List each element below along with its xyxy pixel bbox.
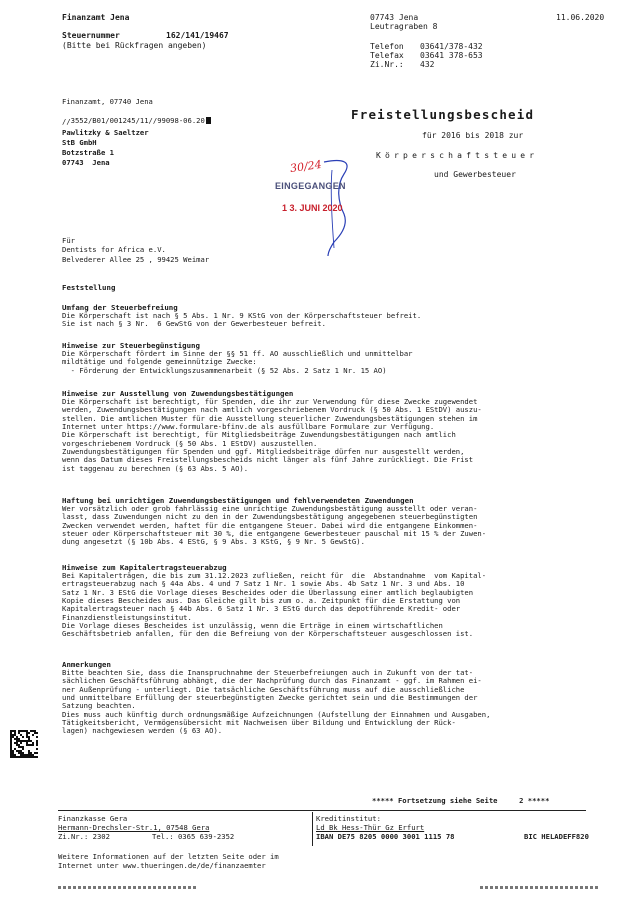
datamatrix-module (36, 748, 38, 750)
datamatrix-module (22, 730, 24, 732)
continuation-note: ***** Fortsetzung siehe Seite 2 ***** (372, 796, 550, 805)
section-line: Satz 1 Nr. 3 EStG die Vorlage dieses Bescheides oder die Überlassung einer amtlich beglaubigten (62, 587, 474, 597)
section-line: ertragsteuerabzug nach § 44a Abs. 4 und 7 Satz 1 Nr. 1 sowie Abs. 4b Satz 1 Nr. 3 und Abs. 10 (62, 579, 465, 589)
section-line: wenn das Datum dieses Freistellungsbescheids nicht länger als fünf Jahre zurückliegt. Die Frist (62, 455, 474, 465)
received-stamp-text: EINGEGANGEN (275, 181, 346, 191)
datamatrix-module (32, 744, 34, 746)
datamatrix-module (34, 756, 36, 758)
section-line: Wer vorsätzlich oder grob fahrlässig eine unrichtige Zuwendungsbestätigung ausstellt oder veran- (62, 504, 478, 513)
datamatrix-module (10, 754, 12, 756)
room-number: 432 (420, 60, 435, 69)
section-line: Kopie dieses Bescheides aus. Das Gleiche gilt bis zum o. a. Zeitpunkt für die Erstattung von (62, 596, 461, 606)
datamatrix-module (26, 732, 28, 734)
section-line: Bei Kapitalerträgen, die bis zum 31.12.2023 zufließen, reicht für die Abstandnahme vom Kapital- (62, 571, 487, 580)
datamatrix-module (14, 730, 16, 732)
datamatrix-module (14, 732, 16, 734)
datamatrix-module (24, 740, 26, 742)
datamatrix-module (12, 736, 14, 738)
datamatrix-module (12, 734, 14, 736)
datamatrix-module (28, 736, 30, 738)
datamatrix-module (28, 738, 30, 740)
datamatrix-module (16, 742, 18, 744)
datamatrix-module (32, 756, 34, 758)
footer-info-line-2: Internet unter www.thueringen.de/de/finanzaemter (58, 861, 266, 870)
datamatrix-module (20, 734, 22, 736)
datamatrix-module (26, 740, 28, 742)
datamatrix-module (20, 730, 22, 732)
tax-number: 162/141/19467 (166, 31, 229, 40)
datamatrix-module (22, 756, 24, 758)
sender-city: 07743 Jena (370, 13, 419, 22)
datamatrix-module (24, 730, 26, 732)
cashier-office-phone: Tel.: 0365 639-2352 (152, 832, 235, 841)
datamatrix-module (18, 746, 20, 748)
section-line: ner Außenprüfung - unterliegt. Die tatsächliche Geschäftsführung muss auf die ausschließliche (62, 684, 465, 694)
barcode-mark (206, 117, 211, 124)
datamatrix-module (14, 754, 16, 756)
return-address: Finanzamt, 07740 Jena (62, 97, 153, 106)
tax-number-label: Steuernummer (62, 31, 120, 40)
datamatrix-module (20, 756, 22, 758)
document-title: Freistellungsbescheid (351, 107, 535, 122)
section-line: lasst, dass Zuwendungen nicht zu den in der Zuwendungsbestätigung angegebenen steuerbegünstigten (62, 512, 478, 522)
datamatrix-module (14, 756, 16, 758)
datamatrix-code (10, 730, 38, 758)
received-stamp-date: 1 3. JUNI 2020 (282, 203, 343, 213)
datamatrix-module (16, 756, 18, 758)
datamatrix-module (10, 736, 12, 738)
recipient-name: Dentists for Africa e.V. (62, 245, 166, 254)
datamatrix-module (28, 750, 30, 752)
bank-name: Ld Bk Hess-Thür Gz Erfurt (316, 823, 425, 832)
datamatrix-module (28, 756, 30, 758)
section-line: - Förderung der Entwicklungszusammenarbeit (§ 52 Abs. 2 Satz 1 Nr. 15 AO) (62, 365, 387, 375)
section-heading: Haftung bei unrichtigen Zuwendungsbestätigungen und fehlverwendeten Zuwendungen (62, 496, 414, 505)
cut-off-text-left (58, 886, 198, 889)
datamatrix-module (36, 752, 38, 754)
datamatrix-module (36, 742, 38, 744)
section-line: ist taggenau zu berechnen (§ 63 Abs. 5 AO). (62, 463, 249, 473)
room-label: Zi.Nr.: (370, 60, 404, 69)
datamatrix-module (16, 736, 18, 738)
datamatrix-module (36, 736, 38, 738)
section-tax-privilege (62, 341, 582, 375)
section-remarks (62, 660, 582, 736)
datamatrix-module (14, 748, 16, 750)
datamatrix-module (18, 744, 20, 746)
section-line: Die Körperschaft ist berechtigt, für Mitgliedsbeiträge Zuwendungsbestätigungen nach amtlich (62, 430, 456, 440)
datamatrix-module (36, 744, 38, 746)
section-line: steuer oder Körperschaftsteuer mit 30 %, die entgangene Gewerbesteuer pauschal mit 15 % der Zuwen- (62, 529, 487, 539)
datamatrix-module (14, 734, 16, 736)
datamatrix-module (34, 752, 36, 754)
datamatrix-module (22, 740, 24, 742)
section-heading: Hinweise zur Ausstellung von Zuwendungsbestätigungen (62, 389, 294, 398)
title-trade-tax: und Gewerbesteuer (434, 170, 516, 179)
phone-label: Telefon (370, 42, 404, 51)
datamatrix-module (28, 752, 30, 754)
datamatrix-module (26, 744, 28, 746)
footer-info-line-1: Weitere Informationen auf der letzten Seite oder im (58, 852, 279, 861)
bank-iban: IBAN DE75 8205 0000 3001 1115 78 (316, 832, 455, 841)
section-line: stellen. Die amtlichen Muster für die Ausstellung steuerlicher Zuwendungsbestätigungen stehen im (62, 413, 478, 423)
bank-label: Kreditinstitut: (316, 814, 381, 823)
datamatrix-module (20, 742, 22, 744)
fax-number: 03641 378-653 (420, 51, 483, 60)
authority-name: Finanzamt Jena (62, 13, 130, 22)
datamatrix-module (28, 732, 30, 734)
datamatrix-module (10, 730, 12, 732)
datamatrix-module (20, 752, 22, 754)
datamatrix-module (30, 740, 32, 742)
datamatrix-module (24, 754, 26, 756)
datamatrix-module (18, 756, 20, 758)
cashier-office-room: Zi.Nr.: 2302 (58, 832, 110, 841)
section-capital-gains-tax (62, 563, 582, 639)
section-line: vorgeschriebenem Vordruck (§ 50 Abs. 1 EStDV) auszustellen. (62, 438, 318, 448)
barcode-reference-text: 3552/B01/001245/11//99098-06.20 (70, 116, 205, 126)
datamatrix-module (10, 756, 12, 758)
datamatrix-module (18, 732, 20, 734)
datamatrix-module (26, 742, 28, 744)
section-line: Die Vorlage dieses Bescheides ist unzulässig, wenn die Erträge in einem wirtschaftlichen (62, 621, 443, 631)
cut-off-text-right (480, 886, 600, 889)
datamatrix-module (34, 730, 36, 732)
section-line: Dies muss auch künftig durch ordnungsmäßige Aufzeichnungen (Aufstellung der Einnahmen und Ausgaben, (62, 709, 491, 719)
section-line: Zwecken verwendet werden, haftet für die entgangene Steuer. Dabei wird die entgangene Einkommen- (62, 520, 478, 530)
section-line: Finanzdienstleistungsinstitut. (62, 612, 192, 622)
datamatrix-module (30, 756, 32, 758)
section-feststellung (62, 283, 582, 292)
datamatrix-module (16, 738, 18, 740)
letter-date: 11.06.2020 (556, 13, 605, 22)
datamatrix-module (12, 730, 14, 732)
section-scope-exemption (62, 303, 582, 329)
section-line: und unmittelbare Erfüllung der steuerbegünstigten Zwecke gerichtet sein und die Bestimmungen der (62, 693, 478, 703)
address-line-3: Botzstraße 1 (62, 148, 114, 157)
section-line: werden, Zuwendungsbestätigungen nach amtlich vorgeschriebenem Vordruck (§ 50 Abs. 1 EStDV) auszu- (62, 405, 482, 415)
section-line: Internet unter https://www.formulare-bfinv.de als ausfüllbare Formulare zur Verfügung. (62, 422, 435, 432)
datamatrix-module (26, 736, 28, 738)
handwritten-note: 30/24 (289, 157, 323, 176)
datamatrix-module (20, 754, 22, 756)
address-line-2: StB GmbH (62, 138, 97, 147)
datamatrix-module (22, 748, 24, 750)
datamatrix-module (10, 738, 12, 740)
datamatrix-module (28, 740, 30, 742)
phone-number: 03641/378-432 (420, 42, 483, 51)
title-period: für 2016 bis 2018 zur (422, 131, 524, 140)
section-line: Kapitalertragsteuer nach § 44b Abs. 6 Satz 1 Nr. 3 EStG durch das depotführende Kredit- oder (62, 604, 461, 614)
datamatrix-module (22, 752, 24, 754)
section-line: Die Körperschaft ist berechtigt, für Spenden, die ihr zur Verwendung für diese Zwecke zugewendet (62, 397, 478, 406)
datamatrix-module (10, 744, 12, 746)
datamatrix-module (30, 752, 32, 754)
datamatrix-module (28, 744, 30, 746)
datamatrix-module (10, 734, 12, 736)
fax-label: Telefax (370, 51, 404, 60)
section-line: Geschäftsbetrieb anfallen, für den die Befreiung von der Körperschaftsteuer ausgeschlossen ist. (62, 629, 474, 639)
datamatrix-module (14, 738, 16, 740)
address-line-4: 07743 Jena (62, 158, 110, 167)
datamatrix-module (22, 736, 24, 738)
datamatrix-module (24, 756, 26, 758)
section-line: Zuwendungsbestätigungen für Spenden und ggf. Mitgliedsbeiträge dürfen nur ausgestellt werden, (62, 447, 465, 457)
datamatrix-module (22, 746, 24, 748)
datamatrix-module (26, 756, 28, 758)
datamatrix-module (12, 756, 14, 758)
section-heading: Anmerkungen (62, 660, 111, 669)
datamatrix-module (20, 750, 22, 752)
cashier-office-name: Finanzkasse Gera (58, 814, 128, 823)
address-line-1: Pawlitzky & Saeltzer (62, 128, 149, 137)
footer-column-divider (312, 812, 313, 846)
datamatrix-module (28, 754, 30, 756)
datamatrix-module (36, 732, 38, 734)
section-line: Satzung beachten. (62, 701, 136, 711)
datamatrix-module (10, 746, 12, 748)
sender-street: Leutragraben 8 (370, 22, 438, 31)
datamatrix-module (30, 730, 32, 732)
address-slashes: // (62, 117, 71, 126)
datamatrix-module (22, 754, 24, 756)
section-line: Die Körperschaft ist nach § 5 Abs. 1 Nr. 9 KStG von der Körperschaftsteuer befreit. (62, 311, 422, 320)
datamatrix-module (36, 740, 38, 742)
datamatrix-module (32, 730, 34, 732)
recipient-address: Belvederer Allee 25 , 99425 Weimar (62, 255, 210, 264)
section-line: sächlichen Geschäftsführung abhängt, die der Nachprüfung durch das Finanzamt - ggf. im Rahmen ei- (62, 676, 482, 686)
datamatrix-module (18, 752, 20, 754)
datamatrix-module (26, 754, 28, 756)
datamatrix-module (12, 752, 14, 754)
section-line: Tätigkeitsbericht, Vermögensübersicht mit Nachweisen über Bildung und Entwicklung der Rück- (62, 718, 456, 728)
reference-note: (Bitte bei Rückfragen angeben) (62, 41, 207, 50)
section-heading: Hinweise zur Steuerbegünstigung (62, 341, 200, 350)
datamatrix-module (10, 750, 12, 752)
footer-divider (58, 810, 586, 811)
datamatrix-module (16, 740, 18, 742)
datamatrix-module (20, 746, 22, 748)
datamatrix-module (10, 752, 12, 754)
section-heading: Feststellung (62, 283, 116, 292)
datamatrix-module (18, 730, 20, 732)
datamatrix-module (10, 742, 12, 744)
datamatrix-module (36, 756, 38, 758)
section-line: Sie ist nach § 3 Nr. 6 GewStG von der Gewerbesteuer befreit. (62, 319, 326, 329)
recipient-label: Für (62, 236, 75, 245)
datamatrix-module (12, 754, 14, 756)
section-line: Die Körperschaft fördert im Sinne der §§ 51 ff. AO ausschließlich und unmittelbar (62, 349, 413, 358)
datamatrix-module (32, 734, 34, 736)
datamatrix-module (26, 734, 28, 736)
datamatrix-module (18, 738, 20, 740)
datamatrix-module (30, 754, 32, 756)
datamatrix-module (18, 740, 20, 742)
barcode-reference (62, 109, 211, 126)
section-donation-receipts (62, 389, 582, 473)
datamatrix-module (32, 754, 34, 756)
datamatrix-module (20, 740, 22, 742)
datamatrix-module (16, 744, 18, 746)
bank-bic: BIC HELADEFF820 (524, 832, 589, 841)
datamatrix-module (26, 730, 28, 732)
datamatrix-module (30, 744, 32, 746)
datamatrix-module (16, 750, 18, 752)
section-line: Bitte beachten Sie, dass die Inanspruchnahme der Steuerbefreiungen auch in Zukunft von der tat- (62, 668, 474, 677)
title-tax-type: Körperschaftsteuer (376, 151, 539, 160)
datamatrix-module (12, 750, 14, 752)
section-line: mildtätige und folgende gemeinnützige Zwecke: (62, 357, 257, 367)
datamatrix-module (10, 732, 12, 734)
section-line: dung angesetzt (§ 10b Abs. 4 EStG, § 9 Abs. 3 KStG, § 9 Nr. 5 GewStG). (62, 537, 365, 547)
cashier-office-street: Hermann-Drechsler-Str.1, 07548 Gera (58, 823, 210, 832)
section-heading: Hinweise zum Kapitalertragsteuerabzug (62, 563, 227, 572)
section-line: lagen) nachgewiesen werden (§ 63 AO). (62, 726, 223, 736)
datamatrix-module (18, 750, 20, 752)
datamatrix-module (34, 732, 36, 734)
section-liability (62, 496, 582, 547)
datamatrix-module (14, 742, 16, 744)
datamatrix-module (32, 742, 34, 744)
datamatrix-module (10, 740, 12, 742)
section-heading: Umfang der Steuerbefreiung (62, 303, 178, 312)
datamatrix-module (10, 748, 12, 750)
